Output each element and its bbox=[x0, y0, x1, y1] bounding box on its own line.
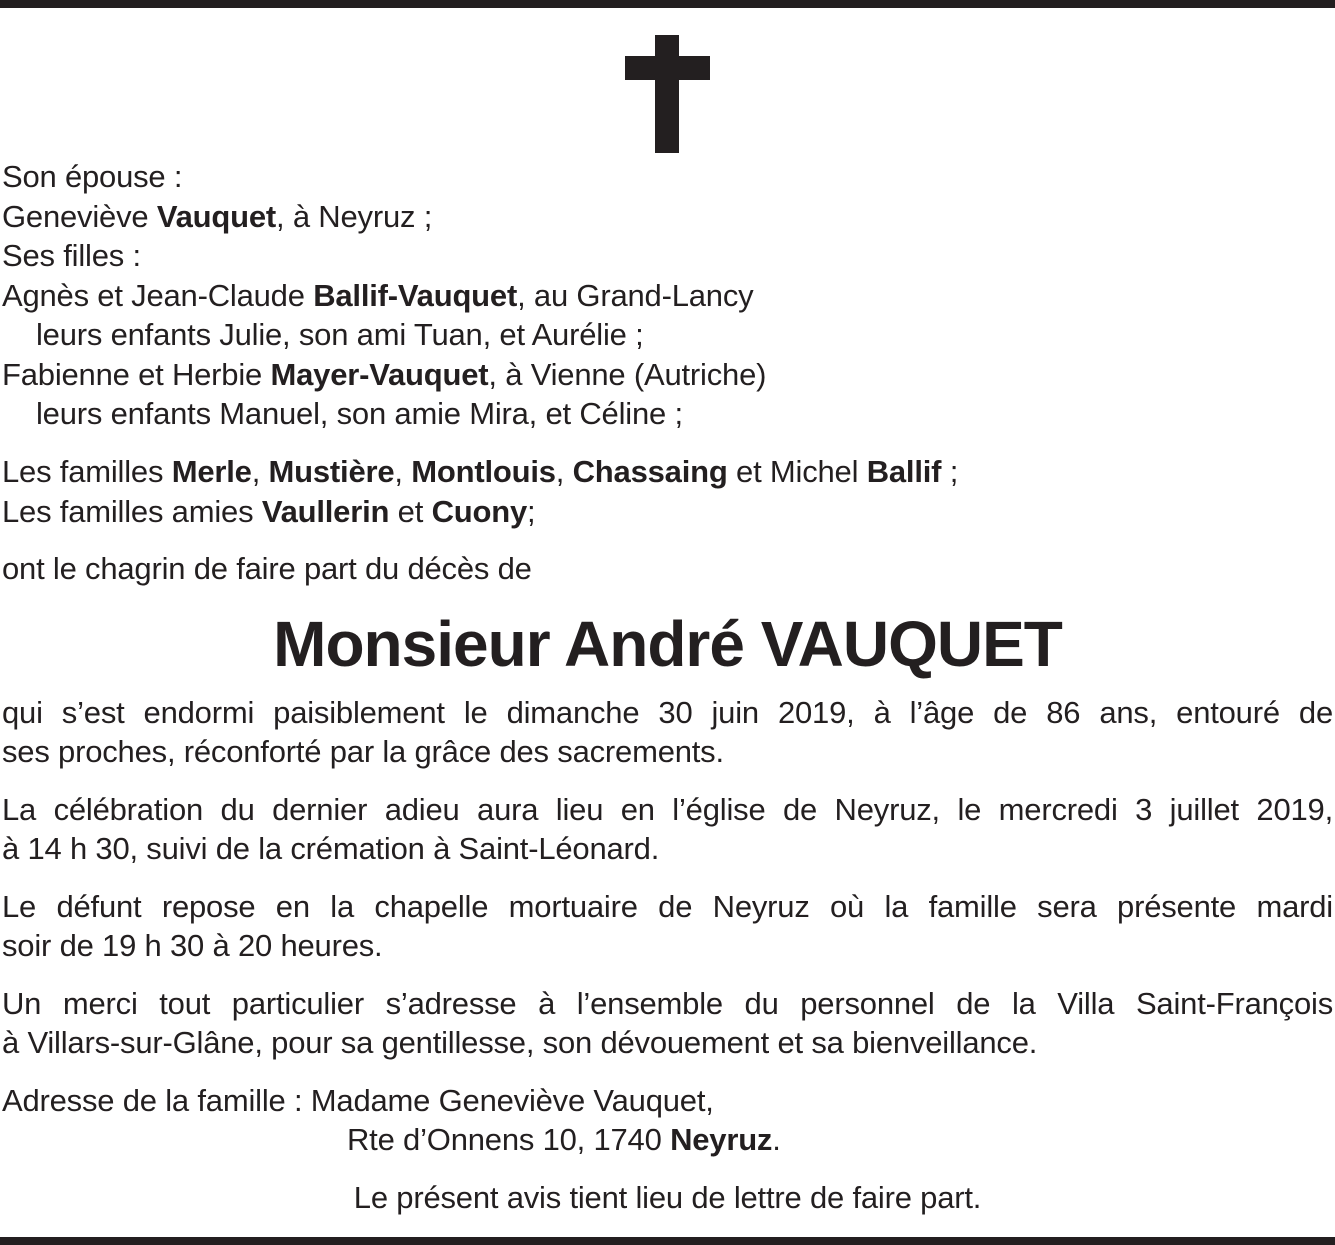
ceremony-line-1: La célébration du dernier adieu aura lieu en l’église de Neyruz, le mercredi 3 juillet 2019, bbox=[2, 792, 1333, 827]
daughter2-children: leurs enfants Manuel, son amie Mira, et Céline ; bbox=[36, 396, 683, 431]
deceased-name: Monsieur André VAUQUET bbox=[273, 608, 1062, 680]
death-line-2: ses proches, réconforté par la grâce des sacrements. bbox=[2, 734, 724, 769]
cross-icon bbox=[625, 35, 710, 153]
top-rule bbox=[0, 0, 1335, 8]
spouse-heading: Son épouse : bbox=[2, 159, 183, 194]
address-line-1: Adresse de la famille : Madame Geneviève Vauquet, bbox=[2, 1083, 714, 1118]
daughter2-line: Fabienne et Herbie Mayer-Vauquet, à Vienne (Autriche) bbox=[2, 357, 767, 392]
daughter1-children: leurs enfants Julie, son ami Tuan, et Aurélie ; bbox=[36, 317, 644, 352]
rest-line-2: soir de 19 h 30 à 20 heures. bbox=[2, 928, 383, 963]
thanks-line-1: Un merci tout particulier s’adresse à l’ensemble du personnel de la Villa Saint-François bbox=[2, 986, 1333, 1021]
families-line: Les familles Merle, Mustière, Montlouis, Chassaing et Michel Ballif ; bbox=[2, 454, 959, 489]
bottom-rule bbox=[0, 1237, 1335, 1245]
daughters-heading: Ses filles : bbox=[2, 238, 141, 273]
address-line-2: Rte d’Onnens 10, 1740 Neyruz. bbox=[347, 1122, 781, 1157]
rest-line-1: Le défunt repose en la chapelle mortuaire de Neyruz où la famille sera présente mardi bbox=[2, 889, 1333, 924]
intro-line: ont le chagrin de faire part du décès de bbox=[2, 551, 532, 586]
daughter1-line: Agnès et Jean-Claude Ballif-Vauquet, au Grand-Lancy bbox=[2, 278, 754, 313]
ceremony-line-2: à 14 h 30, suivi de la crémation à Saint-Léonard. bbox=[2, 831, 660, 866]
spouse-line: Geneviève Vauquet, à Neyruz ; bbox=[2, 199, 433, 234]
closing-line: Le présent avis tient lieu de lettre de faire part. bbox=[353, 1180, 982, 1215]
death-line-1: qui s’est endormi paisiblement le dimanche 30 juin 2019, à l’âge de 86 ans, entouré de bbox=[2, 695, 1333, 730]
thanks-line-2: à Villars-sur-Glâne, pour sa gentillesse, son dévouement et sa bienveillance. bbox=[2, 1025, 1038, 1060]
friends-line: Les familles amies Vaullerin et Cuony; bbox=[2, 494, 536, 529]
